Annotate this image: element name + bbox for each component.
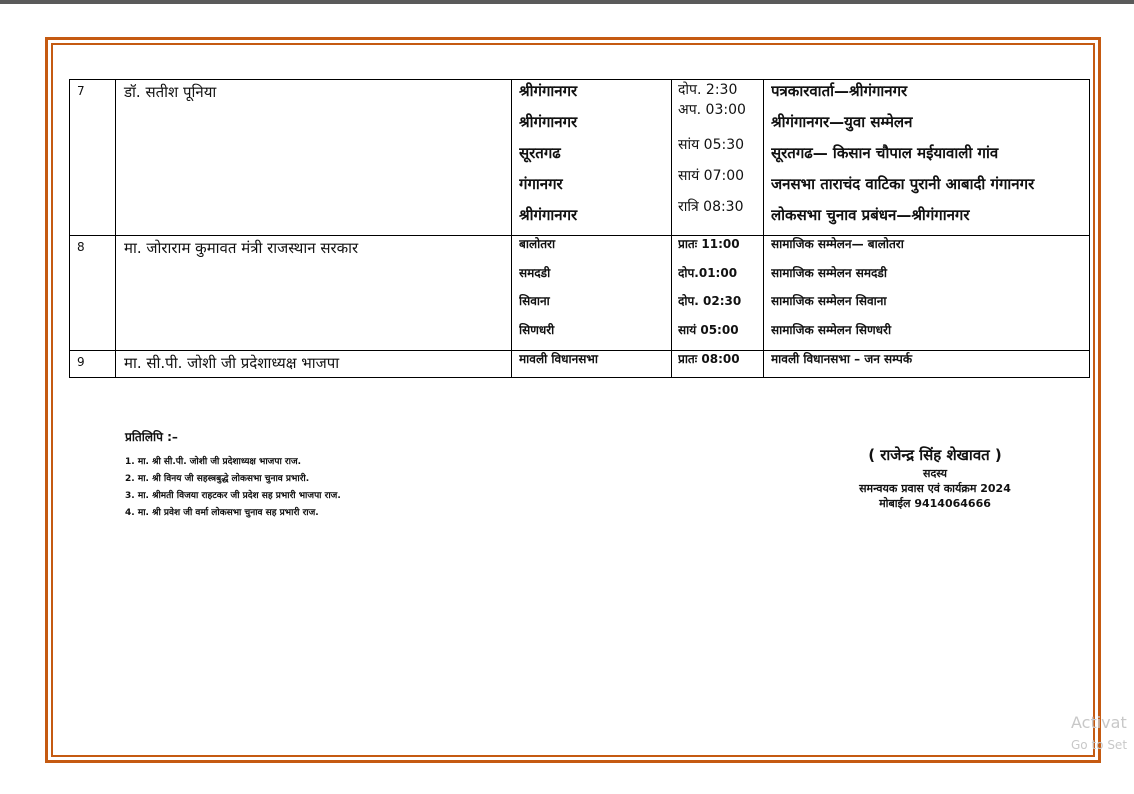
program: लोकसभा चुनाव प्रबंधन—श्रीगंगानगर <box>771 206 970 224</box>
copy-recipient: 4. मा. श्री प्रवेश जी वर्मा लोकसभा चुनाव सह प्रभारी राज. <box>125 508 319 518</box>
table-row <box>70 80 1090 236</box>
signature-block <box>820 444 1050 511</box>
activation-watermark <box>1071 712 1127 756</box>
watermark-line-2: Go to Set <box>1071 738 1128 752</box>
serial-number: 7 <box>70 80 116 236</box>
serial-number: 9 <box>70 351 116 378</box>
time: दोप.01:00 <box>678 265 738 280</box>
time-cell <box>672 351 764 378</box>
place-cell <box>512 351 672 378</box>
program: सामाजिक सम्मेलन— बालोतरा <box>771 237 904 251</box>
place: श्रीगंगानगर <box>519 206 578 224</box>
program-cell <box>764 80 1090 236</box>
place-cell <box>512 236 672 351</box>
table-row <box>70 351 1090 378</box>
place: श्रीगंगानगर <box>519 82 578 100</box>
leader-name: मा. सी.पी. जोशी जी प्रदेशाध्यक्ष भाजपा <box>116 351 512 378</box>
program: सामाजिक सम्मेलन समदडी <box>771 265 887 280</box>
time: प्रातः 11:00 <box>678 237 740 251</box>
place: सिणधरी <box>519 322 555 337</box>
program: श्रीगंगानगर—युवा सम्मेलन <box>771 113 913 131</box>
time: सायं 05:00 <box>678 322 739 337</box>
leader-name: डॉ. सतीश पूनिया <box>116 80 512 236</box>
signatory-role: सदस्य <box>923 467 947 480</box>
place: सिवाना <box>519 294 550 308</box>
place: बालोतरा <box>519 237 556 251</box>
time: प्रातः 08:00 <box>678 352 740 366</box>
schedule-table <box>69 79 1090 378</box>
place: सूरतगढ <box>519 144 561 162</box>
place: समदडी <box>519 265 551 280</box>
time: दोप. 02:30 <box>678 294 742 308</box>
copies-title: प्रतिलिपि :– <box>125 430 178 444</box>
leader-name: मा. जोराराम कुमावत मंत्री राजस्थान सरकार <box>116 236 512 351</box>
time: सायं 07:00 <box>678 168 745 184</box>
signatory-mobile: मोबाईल 9414064666 <box>879 497 991 510</box>
program: सामाजिक सम्मेलन सिणधरी <box>771 322 892 337</box>
time-cell <box>672 80 764 236</box>
place: गंगानगर <box>519 175 563 193</box>
program: जनसभा ताराचंद वाटिका पुरानी आबादी गंगानगर <box>771 175 1035 193</box>
copies-section <box>125 428 341 522</box>
program-cell <box>764 236 1090 351</box>
time: सांय 05:30 <box>678 137 745 153</box>
viewer-top-bar <box>0 0 1134 4</box>
time-cell <box>672 236 764 351</box>
copy-recipient: 1. मा. श्री सी.पी. जोशी जी प्रदेशाध्यक्ष भाजपा राज. <box>125 457 302 467</box>
table-row <box>70 236 1090 351</box>
program: मावली विधानसभा – जन सम्पर्क <box>771 352 913 366</box>
program: सामाजिक सम्मेलन सिवाना <box>771 294 887 308</box>
program: पत्रकारवार्ता—श्रीगंगानगर <box>771 82 908 100</box>
copy-recipient: 3. मा. श्रीमती विजया राहटकर जी प्रदेश सह प्रभारी भाजपा राज. <box>125 491 341 501</box>
signatory-committee: समन्वयक प्रवास एवं कार्यक्रम 2024 <box>859 482 1011 495</box>
time: दोप. 2:30 <box>678 82 738 98</box>
copy-recipient: 2. मा. श्री विनय जी सहस्त्रबुद्धे लोकसभा चुनाव प्रभारी. <box>125 474 310 484</box>
time: रात्रि 08:30 <box>678 199 744 215</box>
program-cell <box>764 351 1090 378</box>
watermark-line-1: Activat <box>1071 713 1127 732</box>
program: सूरतगढ— किसान चौपाल मईयावाली गांव <box>771 144 999 162</box>
place: श्रीगंगानगर <box>519 113 578 131</box>
signatory-name: ( राजेन्द्र सिंह शेखावत ) <box>868 446 1002 464</box>
time: अप. 03:00 <box>678 102 746 118</box>
serial-number: 8 <box>70 236 116 351</box>
place-cell <box>512 80 672 236</box>
place: मावली विधानसभा <box>519 352 598 366</box>
